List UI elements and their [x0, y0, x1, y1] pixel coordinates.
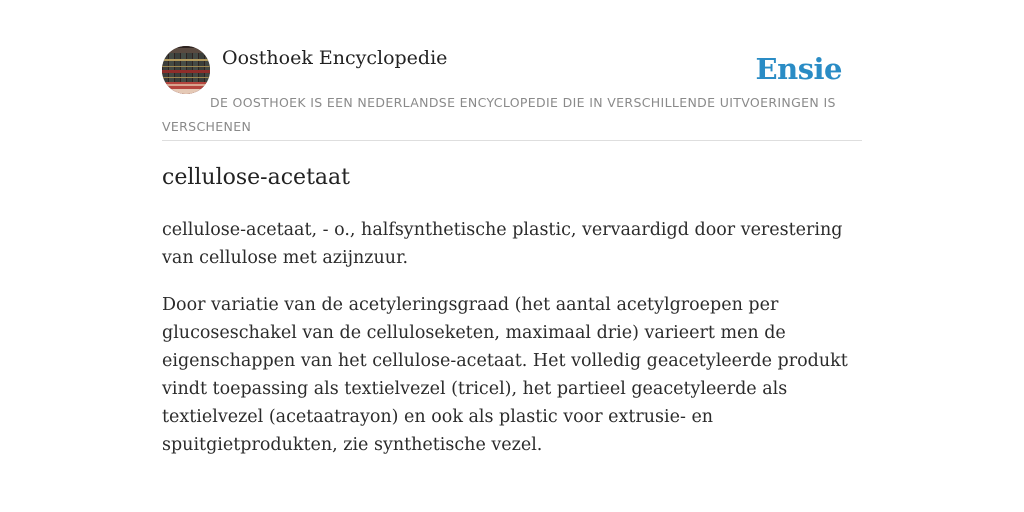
entry-title: cellulose-acetaat	[162, 165, 350, 190]
ensie-logo[interactable]: Ensie	[755, 52, 842, 86]
encyclopedia-books-icon	[162, 46, 210, 94]
source-name[interactable]: Oosthoek Encyclopedie	[222, 47, 448, 69]
source-avatar[interactable]	[162, 46, 210, 94]
entry-paragraph: Door variatie van de acetyleringsgraad (het aantal acetylgroepen per glucoseschakel van de celluloseketen, maximaal drie) varieert men de eigenschappen van het cellulose-acetaat. Het volledig geacetyleerde produkt vindt toepassing als textielvezel (tricel), het partieel geacetyleerde als textielvezel (acetaatrayon) en ook als plastic voor extrusie- en spuitgietprodukten, zie synthetische vezel.	[162, 295, 848, 455]
source-tagline: DE OOSTHOEK IS EEN NEDERLANDSE ENCYCLOPEDIE DIE IN VERSCHILLENDE UITVOERINGEN IS VERSCHENEN	[162, 95, 836, 134]
article	[162, 160, 862, 459]
source-header	[162, 46, 862, 141]
entry-paragraph: cellulose-acetaat, - o., halfsynthetische plastic, vervaardigd door verestering van cellulose met azijnzuur.	[162, 220, 843, 268]
